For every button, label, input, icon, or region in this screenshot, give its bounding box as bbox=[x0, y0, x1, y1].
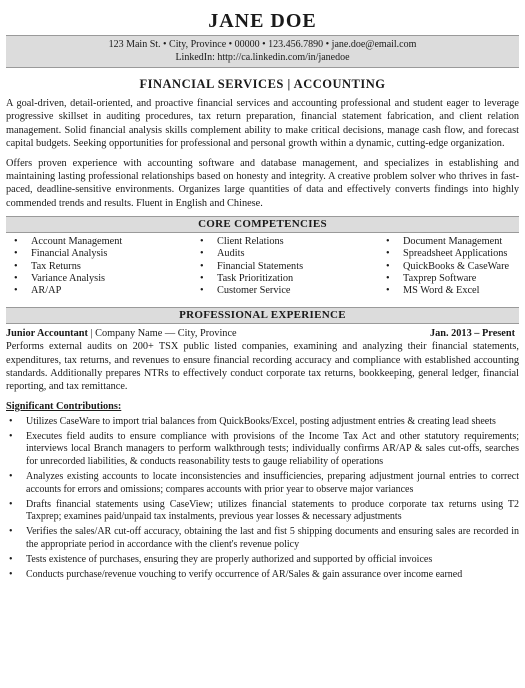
contribution-item: • Executes field audits to ensure compliance with provisions of the Income Tax Act and other statutory requirements; interviews local Branch managers to perform walkthrough tests; individually confirms AR/AP & sales cut-offs, searches for unrecorded liabilities, & conducts reasonability tests to gauge reliability of operations bbox=[6, 431, 519, 469]
contribution-item: • Verifies the sales/AR cut-off accuracy, obtaining the last and fist 5 shipping documents and ensuring sales are recorded in the appropriate period in accordance with the client's revenue policy bbox=[6, 526, 519, 552]
contribution-item: • Analyzes existing accounts to locate inconsistencies and insufficiencies, preparing adjustment journal entries to correct accounts for errors and omissions; compares accounts with prior year to observe major variances bbox=[6, 471, 519, 497]
career-headline: FINANCIAL SERVICES | ACCOUNTING bbox=[139, 77, 386, 91]
contribution-item: • Drafts financial statements using CaseView; utilizes financial statements to produce corporate tax returns using T2 Taxprep; examines paid/unpaid tax instalments, previous year losses & necessary adjustments bbox=[6, 499, 519, 525]
linkedin-link[interactable]: LinkedIn: http://ca.linkedin.com/in/janedoe bbox=[175, 52, 350, 63]
competency-item: • Tax Returns bbox=[14, 261, 200, 273]
job-title-line bbox=[6, 327, 237, 340]
competency-item: • Task Prioritization bbox=[200, 273, 386, 285]
competency-item: • AR/AP bbox=[14, 285, 200, 297]
contribution-item: • Tests existence of purchases, ensuring they are properly authorized and supported by official invoices bbox=[6, 554, 519, 567]
competency-item: • Variance Analysis bbox=[14, 273, 200, 285]
job-title: Junior Accountant bbox=[6, 328, 88, 340]
summary-paragraph-2: Offers proven experience with accounting software and database management, and specializes in establishing and maintaining lasting professional relationships based on honesty and integrity. A creative problem solver who thrives in fast-paced, deadline-sensitive environments. Organizes large quantities of data and effectively converts findings into highly commended trends and results. Fluent in English and Chinese. bbox=[6, 157, 519, 209]
contact-band bbox=[6, 35, 519, 68]
competency-item: • Taxprep Software bbox=[386, 273, 519, 285]
competency-item: • Audits bbox=[200, 248, 386, 260]
competency-item: • Spreadsheet Applications bbox=[386, 248, 519, 260]
resume-page bbox=[0, 9, 525, 688]
competencies-column-3 bbox=[386, 236, 519, 297]
competencies-column-2 bbox=[200, 236, 386, 297]
contact-line: 123 Main St. • City, Province • 00000 • 123.456.7890 • jane.doe@email.com bbox=[108, 39, 417, 50]
contributions-heading: Significant Contributions: bbox=[6, 400, 122, 412]
competencies-heading: CORE COMPETENCIES bbox=[6, 216, 519, 233]
competencies-column-1 bbox=[14, 236, 200, 297]
competencies-grid bbox=[6, 236, 519, 303]
experience-heading: PROFESSIONAL EXPERIENCE bbox=[6, 307, 519, 324]
competency-item: • Customer Service bbox=[200, 285, 386, 297]
competency-item: • Financial Analysis bbox=[14, 248, 200, 260]
candidate-name: JANE DOE bbox=[208, 10, 317, 32]
competency-item: • Account Management bbox=[14, 236, 200, 248]
job-description: Performs external audits on 200+ TSX public listed companies, examining and analyzing their financial statements, expenditures, tax returns, and revenues to ensure financial recording accuracy and compliance with established accounting standards. Additionally prepares NTRs to effectively conduct corporate tax returns, bookkeeping, general ledger, financial reporting, and tax remittance. bbox=[6, 341, 519, 393]
competency-item: • Client Relations bbox=[200, 236, 386, 248]
competency-item: • Financial Statements bbox=[200, 261, 386, 273]
job-company: | Company Name — City, Province bbox=[87, 328, 237, 340]
competency-item: • Document Management bbox=[386, 236, 519, 248]
competency-item: • QuickBooks & CaseWare bbox=[386, 261, 519, 273]
job-header bbox=[6, 327, 519, 340]
contribution-item: • Conducts purchase/revenue vouching to verify occurrence of AR/Sales & gain assurance over income earned bbox=[6, 569, 519, 582]
contributions-list bbox=[6, 416, 519, 582]
contribution-item: • Utilizes CaseWare to import trial balances from QuickBooks/Excel, posting adjustment entries & creating lead sheets bbox=[6, 416, 519, 429]
competency-item: • MS Word & Excel bbox=[386, 285, 519, 297]
summary-paragraph-1: A goal-driven, detail-oriented, and proactive financial services and accounting professional and student eager to leverage progressive skillset in auditing procedures, tax return preparation, financial statement fabrication, and client relation management. Solid financial analysis skills complement ability to make critical decisions, manage cash flow, and forecast capital budgets. Seeking opportunities for professional and personal growth within a dynamic, cutting-edge organization. bbox=[6, 98, 519, 150]
job-dates: Jan. 2013 – Present bbox=[429, 328, 515, 340]
